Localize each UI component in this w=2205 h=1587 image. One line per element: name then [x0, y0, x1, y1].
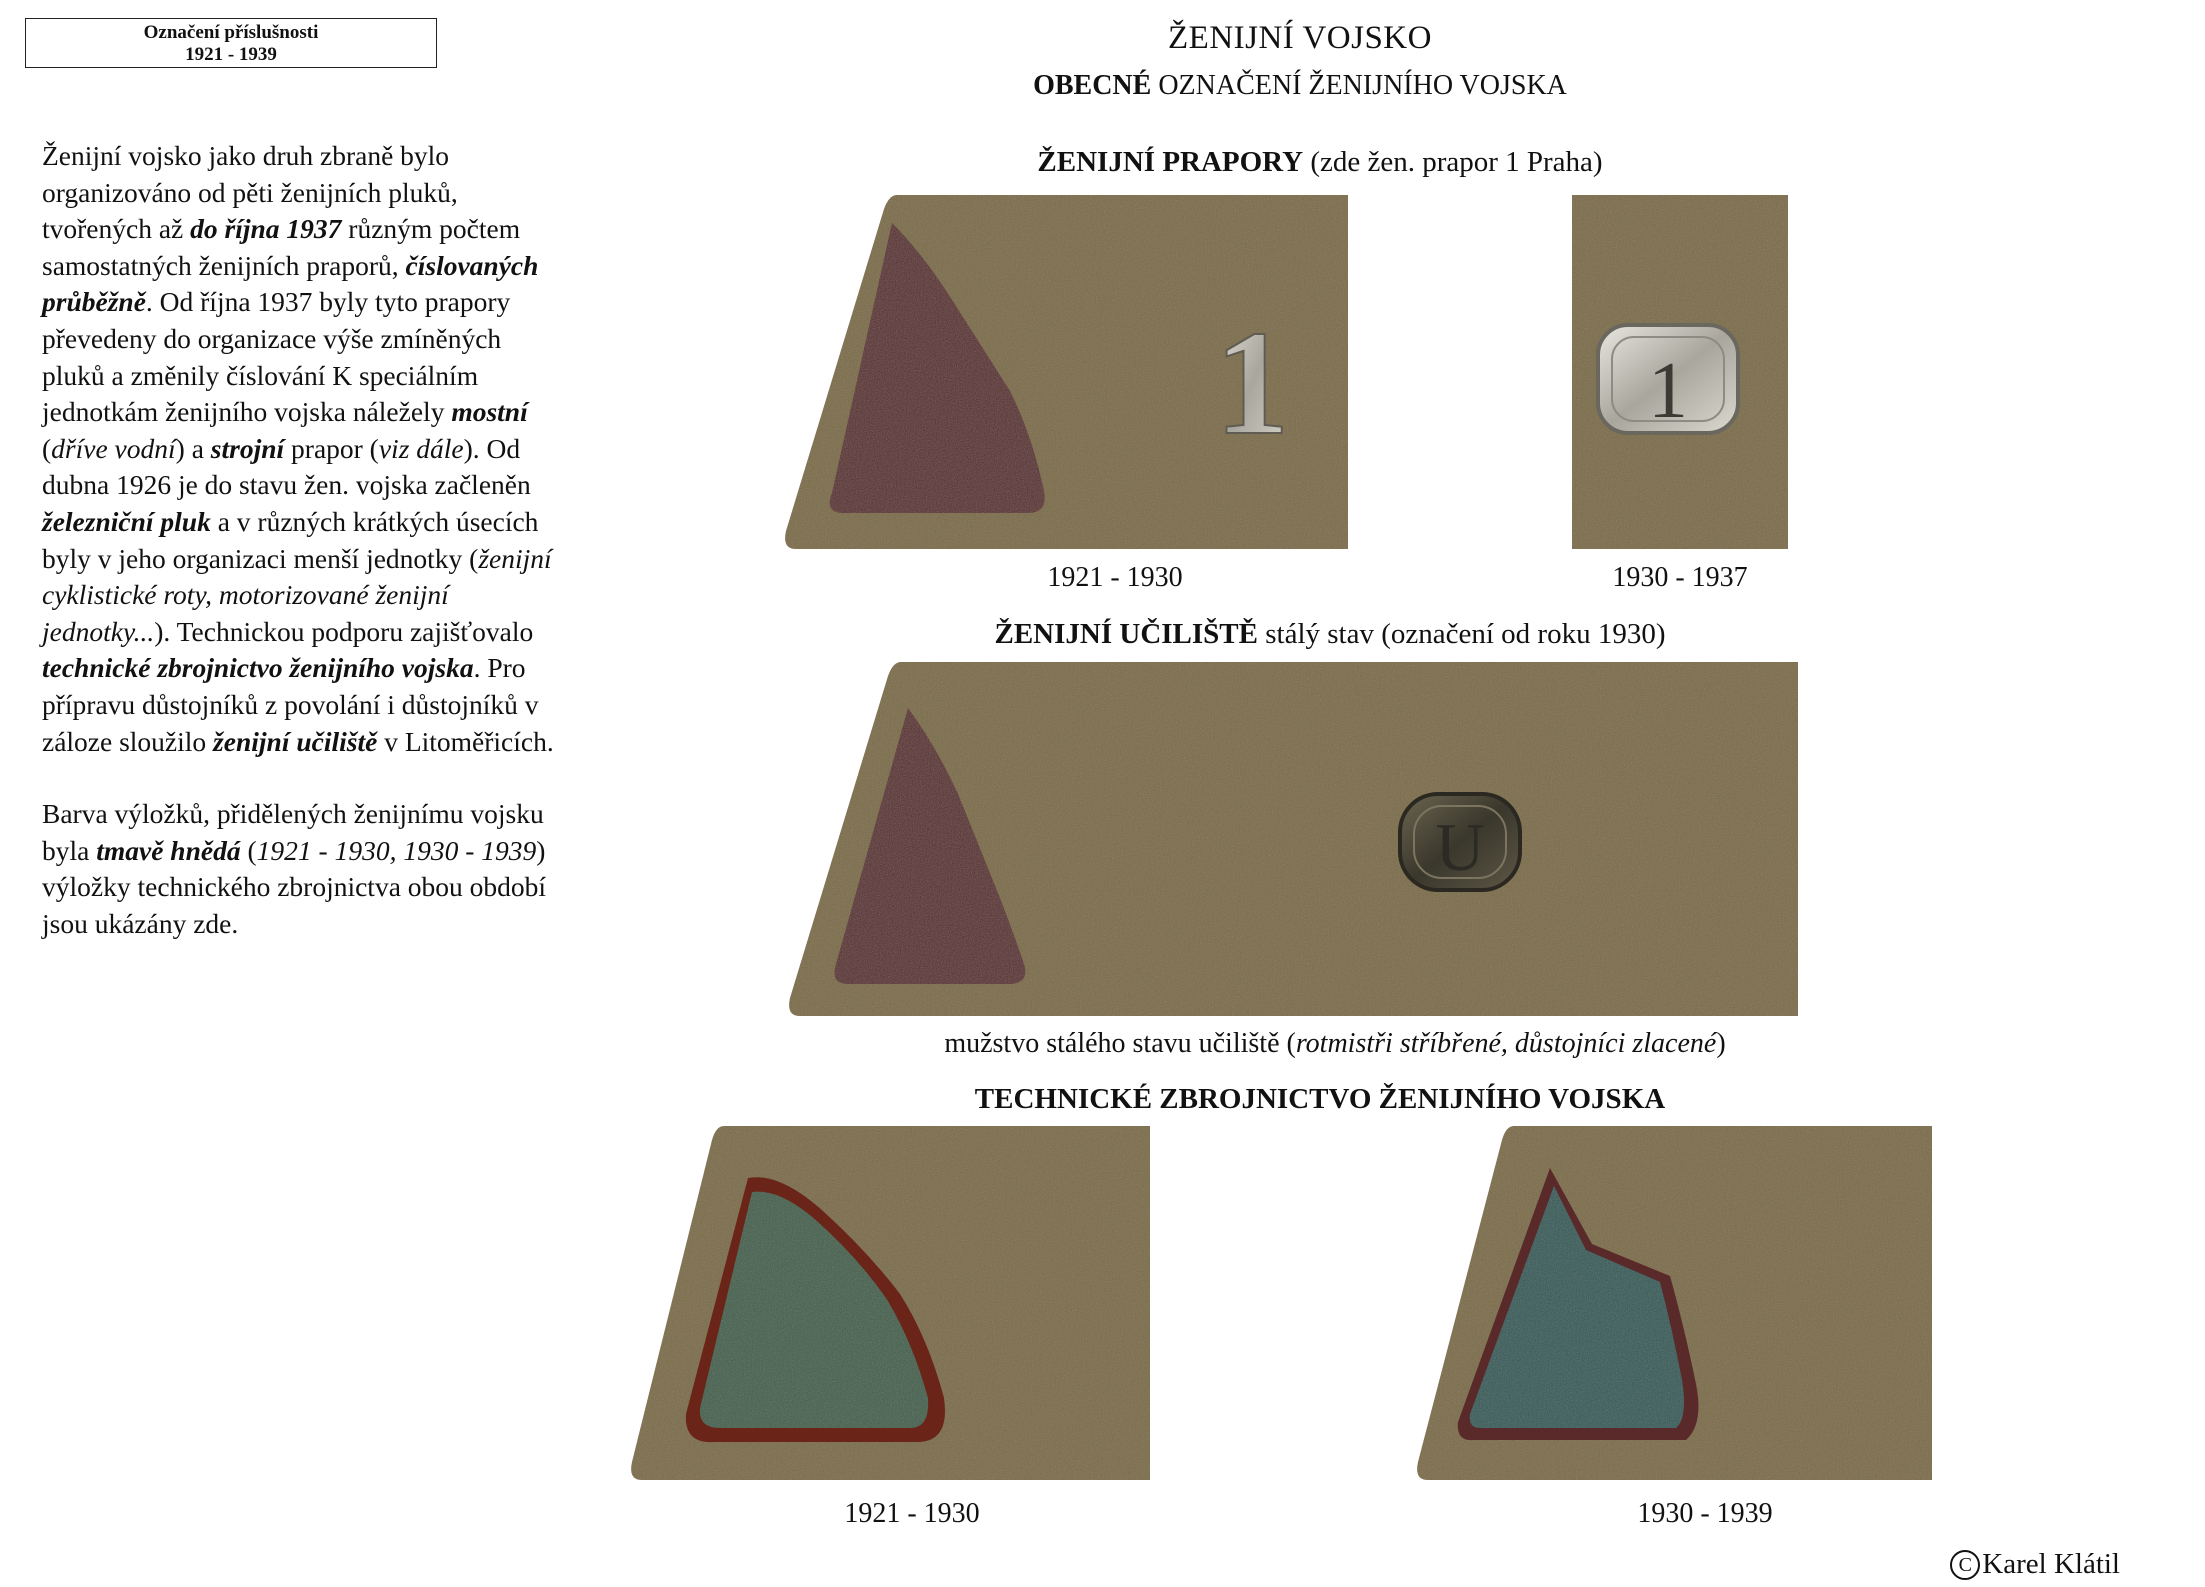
caption-technicke-1921-1930: 1921 - 1930: [844, 1498, 980, 1529]
collar-tab-prapor-1930: [1572, 195, 1788, 549]
collar-tab-prapor-1921: [782, 195, 1348, 549]
author-credit: C Karel Klátil: [1950, 1548, 2120, 1581]
section-heading-uciliste: ŽENIJNÍ UČILIŠTĚ stálý stav (označení od roku 1930): [994, 618, 1666, 650]
copyright-icon: C: [1950, 1550, 1980, 1580]
section-heading-prapory: ŽENIJNÍ PRAPORY (zde žen. prapor 1 Praha): [1037, 146, 1603, 178]
caption-technicke-1930-1939: 1930 - 1939: [1637, 1498, 1773, 1529]
intro-paragraph-1: Ženijní vojsko jako druh zbraně bylo organizováno od pěti ženijních pluků, tvořených až do října 1937 různým počtem samostatných ženijních praporů, číslovaných průběžně. Od října 1937 byly tyto prapory převedeny do organizace výše zmíněných pluků a změnily číslování K speciálním jednotkám ženijního vojska náležely mostní (dříve vodní) a strojní prapor (viz dále). Od dubna 1926 je do stavu žen. vojska začleněn železniční pluk a v různých krátkých úsecích byly v jeho organizaci menší jednotky (ženijní cyklistické roty, motorizované ženijní jednotky...). Technickou podporu zajišťovalo technické zbrojnictvo ženijního vojska. Pro přípravu důstojníků z povolání i důstojníků v záloze sloužilo ženijní učiliště v Litoměřicích.: [42, 140, 554, 757]
section-heading-technicke: TECHNICKÉ ZBROJNICTVO ŽENIJNÍHO VOJSKA: [974, 1083, 1666, 1115]
affiliation-years: 1921 - 1939: [185, 44, 277, 65]
numeral-1-badge: 1: [1648, 347, 1688, 435]
collar-tab-technicke-1921: [628, 1126, 1150, 1480]
caption-prapory-1930-1937: 1930 - 1937: [1612, 562, 1748, 593]
affiliation-label-box: [25, 18, 437, 68]
page-subtitle: OBECNÉ OZNAČENÍ ŽENIJNÍHO VOJSKA: [1033, 70, 1567, 101]
caption-prapory-1921-1930: 1921 - 1930: [1047, 562, 1183, 593]
caption-uciliste: mužstvo stálého stavu učiliště (rotmistři stříbřené, důstojníci zlacené): [944, 1028, 1726, 1059]
collar-tab-uciliste: [786, 662, 1798, 1016]
letter-u: U: [1435, 809, 1485, 885]
intro-text: [42, 138, 562, 942]
numeral-1-silver: 1: [1214, 300, 1290, 466]
intro-paragraph-2: Barva výložků, přidělených ženijnímu vojsku byla tmavě hnědá (1921 - 1930, 1930 - 1939) výložky technického zbrojnictva obou období jsou ukázány zde.: [42, 798, 547, 939]
affiliation-label: Označení příslušnosti: [143, 22, 319, 43]
page-title: ŽENIJNÍ VOJSKO: [1168, 20, 1432, 56]
collar-tab-technicke-1930: [1414, 1126, 1932, 1480]
